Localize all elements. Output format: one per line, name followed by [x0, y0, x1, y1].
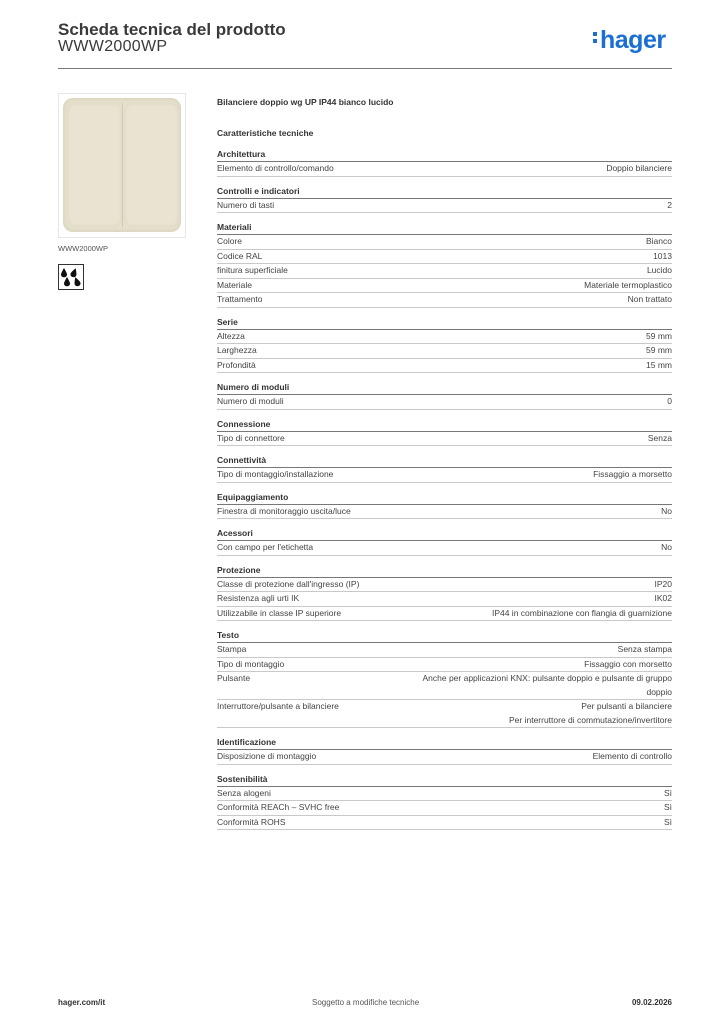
spec-label: Profondità: [217, 359, 256, 370]
spec-row: [217, 801, 672, 816]
spec-section: [217, 527, 672, 556]
spec-value-line: Senza stampa: [617, 644, 672, 654]
spec-value: [646, 344, 672, 358]
section-title: Identificazione: [217, 736, 672, 750]
spec-row: [217, 264, 672, 279]
spec-section: [217, 148, 672, 177]
spec-section: [217, 185, 672, 214]
section-title: Serie: [217, 316, 672, 330]
spec-value: [646, 359, 672, 373]
spec-label: Codice RAL: [217, 250, 263, 261]
spec-row: [217, 672, 672, 700]
spec-value: [664, 801, 672, 815]
spec-label: Senza alogeni: [217, 787, 271, 798]
spec-row: [217, 505, 672, 520]
footer-note: Soggetto a modifiche tecniche: [312, 998, 420, 1007]
spec-value: [664, 787, 672, 801]
spec-value-line: 0: [667, 396, 672, 406]
spec-label: Materiale: [217, 279, 252, 290]
spec-section: [217, 221, 672, 308]
spec-label: Numero di tasti: [217, 199, 275, 210]
spec-value-line: Per interruttore di commutazione/invertitore: [509, 714, 672, 725]
rocker-left: [67, 103, 122, 227]
spec-label: Interruttore/pulsante a bilanciere: [217, 701, 339, 711]
spec-label: Stampa: [217, 644, 247, 654]
spec-value: [653, 250, 672, 264]
spec-value: [606, 162, 672, 176]
spec-content: [217, 95, 672, 830]
section-title: Architettura: [217, 148, 672, 162]
section-title: Numero di moduli: [217, 381, 672, 395]
spec-label: Con campo per l'etichetta: [217, 542, 314, 552]
spec-row: [217, 395, 672, 410]
spec-row: [217, 816, 672, 831]
spec-section: [217, 316, 672, 374]
spec-label: Resistenza agli urti IK: [217, 593, 300, 603]
spec-row: [217, 250, 672, 265]
section-title: Protezione: [217, 564, 672, 578]
spec-label: Altezza: [217, 330, 245, 341]
spec-label: Trattamento: [217, 294, 263, 304]
spec-value-line: Anche per applicazioni KNX: pulsante doppio e pulsante di gruppo: [422, 673, 672, 683]
product-code: WWW2000WP: [58, 38, 168, 55]
spec-value-line: Doppio bilanciere: [606, 163, 672, 173]
spec-value: [584, 279, 672, 293]
spec-row: [217, 750, 672, 765]
spec-value-line: doppio: [646, 686, 672, 697]
rocker-right: [124, 103, 179, 227]
spec-value-line: 2: [667, 199, 672, 210]
spec-section: [217, 736, 672, 765]
spec-row: [217, 578, 672, 593]
switch-plate: [63, 98, 181, 232]
logo-colon-mark: [593, 29, 597, 46]
spec-value-line: IP20: [654, 578, 672, 589]
rocker-divider: [122, 103, 123, 227]
section-title: Connettività: [217, 454, 672, 468]
footer-website-link[interactable]: hager.com/it: [58, 998, 106, 1007]
spec-label: Classe di protezione dall'ingresso (IP): [217, 578, 360, 589]
spec-value-line: Fissaggio a morsetto: [593, 469, 672, 479]
spec-row: [217, 658, 672, 673]
spec-row: [217, 432, 672, 447]
spec-row: [217, 787, 672, 802]
spec-value-line: 1013: [653, 250, 672, 261]
spec-value-line: IP44 in combinazione con flangia di guarnizione: [491, 607, 672, 618]
product-image: [58, 93, 186, 238]
spec-row: [217, 162, 672, 177]
spec-value: [593, 750, 672, 764]
spec-value-line: Per pulsanti a bilanciere: [581, 701, 672, 711]
page-title: Scheda tecnica del prodotto: [58, 20, 286, 39]
spec-row: [217, 700, 672, 728]
section-title: Equipaggiamento: [217, 491, 672, 505]
spec-row: [217, 235, 672, 250]
spec-row: [217, 199, 672, 214]
spec-value: [655, 578, 673, 592]
spec-row: [217, 468, 672, 483]
spec-label: Tipo di connettore: [217, 432, 285, 443]
spec-row: [217, 279, 672, 294]
section-title: Acessori: [217, 527, 672, 541]
spec-value-line: 59 mm: [646, 330, 672, 341]
spec-value: [646, 235, 672, 249]
spec-row: [217, 541, 672, 556]
spec-value-line: No: [661, 505, 672, 516]
spec-value: [667, 199, 672, 213]
spec-label: Utilizzabile in classe IP superiore: [217, 607, 342, 618]
spec-value: [509, 700, 672, 727]
spec-sections: [217, 148, 672, 830]
spec-value: [661, 541, 672, 555]
spec-label: Disposizione di montaggio: [217, 751, 317, 761]
section-title: Testo: [217, 629, 672, 643]
spec-row: [217, 359, 672, 374]
spec-value: [593, 468, 672, 482]
spec-value-line: 15 mm: [646, 359, 672, 370]
spec-value: [646, 330, 672, 344]
spec-row: [217, 293, 672, 308]
spec-value: [655, 592, 673, 606]
spec-row: [217, 344, 672, 359]
spec-value: [584, 658, 672, 672]
image-caption: WWW2000WP: [58, 244, 109, 253]
section-title: Sostenibilità: [217, 773, 672, 787]
spec-label: Finestra di monitoraggio uscita/luce: [217, 505, 351, 516]
spec-section: [217, 418, 672, 447]
spec-value: [628, 293, 672, 307]
spec-row: [217, 607, 672, 622]
spec-label: finitura superficiale: [217, 265, 288, 275]
spec-value: [492, 607, 672, 621]
hager-logo[interactable]: [593, 26, 666, 55]
spec-value-line: Senza: [647, 432, 672, 443]
spec-value: [648, 432, 672, 446]
section-title: Controlli e indicatori: [217, 185, 672, 199]
spec-value-line: Sì: [663, 802, 672, 812]
spec-section: [217, 454, 672, 483]
spec-value-line: 59 mm: [646, 345, 672, 355]
spec-value: [664, 816, 672, 830]
spec-label: Elemento di controllo/comando: [217, 163, 334, 173]
spec-value-line: Non trattato: [627, 294, 672, 304]
spec-label: Numero di moduli: [217, 396, 284, 406]
spec-row: [217, 592, 672, 607]
footer-date: 09.02.2026: [631, 998, 672, 1007]
spec-label: Larghezza: [217, 345, 257, 355]
spec-label: Colore: [217, 236, 243, 246]
logo-text: hager: [600, 26, 666, 54]
section-title: Connessione: [217, 418, 672, 432]
spec-label: Conformità REACh – SVHC free: [217, 802, 340, 812]
spec-value-line: Bianco: [646, 236, 672, 246]
spec-value: [422, 672, 672, 699]
spec-label: Tipo di montaggio/installazione: [217, 469, 334, 479]
spec-section: [217, 629, 672, 728]
spec-label: Pulsante: [217, 673, 251, 683]
spec-section: [217, 773, 672, 831]
spec-value-line: Materiale termoplastico: [584, 279, 672, 290]
spec-value: [647, 264, 672, 278]
spec-value-line: Lucido: [646, 265, 672, 275]
header-divider: [58, 68, 672, 69]
product-name: Bilanciere doppio wg UP IP44 bianco lucido: [217, 97, 394, 107]
spec-row: [217, 643, 672, 658]
spec-section: [217, 564, 672, 622]
spec-value-line: Fissaggio con morsetto: [584, 658, 672, 669]
spec-value-line: Elemento di controllo: [592, 751, 672, 761]
spec-row: [217, 330, 672, 345]
spec-value: [618, 643, 672, 657]
section-title: Materiali: [217, 221, 672, 235]
spec-section: [217, 381, 672, 410]
spec-value: [667, 395, 672, 409]
spec-value-line: Sì: [663, 816, 672, 827]
spec-section: [217, 491, 672, 520]
spec-value: [661, 505, 672, 519]
spec-value-line: No: [661, 542, 672, 552]
ip44-water-drops-icon: [58, 264, 84, 290]
spec-value-line: IK02: [654, 593, 672, 603]
spec-label: Tipo di montaggio: [217, 658, 285, 669]
technical-features-title: Caratteristiche tecniche: [217, 128, 314, 138]
spec-value-line: Sì: [663, 787, 672, 798]
spec-label: Conformità ROHS: [217, 816, 286, 827]
